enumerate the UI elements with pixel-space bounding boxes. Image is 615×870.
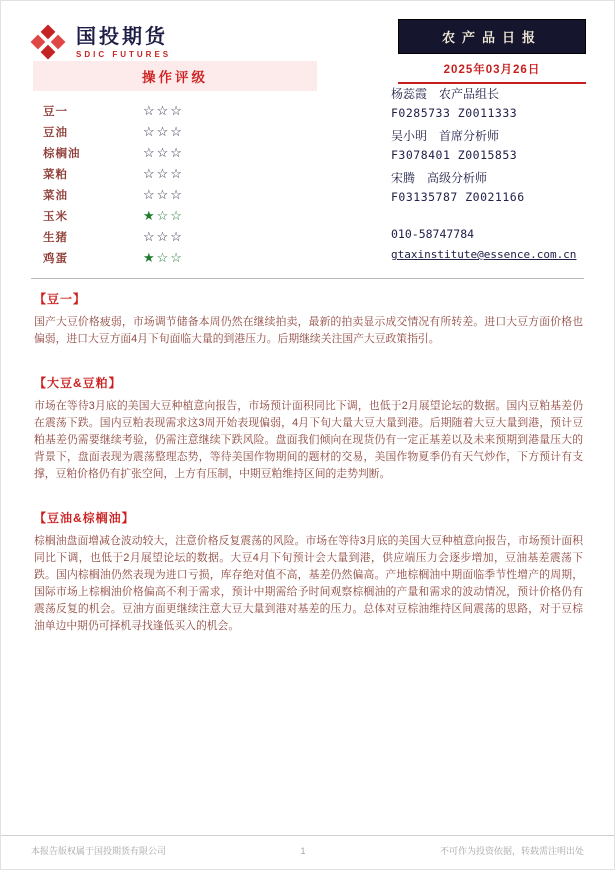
stars-empty: ☆☆☆ xyxy=(143,187,184,202)
analyst-title: 首席分析师 xyxy=(439,129,500,143)
analyst-line xyxy=(391,127,596,148)
rating-rows xyxy=(33,91,317,268)
section-body: 国产大豆价格疲弱，市场调节储备本周仍然在继续拍卖，最新的拍卖显示成交情况有所转差。进口大豆方面价格也偏弱，进口大豆方面4月下旬面临大量的到港压力。后期继续关注国产大豆政策指引。 xyxy=(34,316,583,345)
rating-item-name: 豆一 xyxy=(43,105,68,118)
stars-empty: ☆☆ xyxy=(156,208,184,223)
section-title: 【大豆&豆粕】 xyxy=(34,376,122,390)
rating-stars xyxy=(143,167,184,180)
rating-stars xyxy=(143,146,184,159)
section-body: 棕榈油盘面增减仓波动较大，注意价格反复震荡的风险。市场在等待3月底的美国大豆种植意向报告，市场预计面积同比下调，也低于2月展望论坛的数据。大豆4月下旬预计会大量到港，供应端压力会逐步增加，豆油基差震荡下跌。国内棕榈油仍然表现为进口亏损，库存绝对值不高，基差仍然偏高。产地棕榈油中期面临季节性增产的周期，国际市场上棕榈油价格偏高不利于需求，预计中期需给予时间观察棕榈油的产量和需求的波动情况，预计价格仍有震荡反复的机会。豆油方面更继续注意大豆大量到港对基差的压力。总体对豆棕油维持区间震荡的思路，对于豆棕油单边中期仍可择机寻找逢低买入的机会。 xyxy=(34,535,583,632)
section-dadou-doupo xyxy=(34,374,583,483)
page-footer xyxy=(1,835,614,857)
rating-row xyxy=(43,100,311,121)
rating-stars xyxy=(143,104,184,117)
rating-stars xyxy=(143,251,184,264)
report-type-banner: 农产品日报 xyxy=(398,19,586,54)
analyst-name: 杨蕊霞 xyxy=(391,87,428,101)
rating-row xyxy=(43,121,311,142)
rating-row xyxy=(43,226,311,247)
section-douyi xyxy=(34,290,583,348)
rating-panel xyxy=(33,61,317,268)
rating-row xyxy=(43,142,311,163)
rating-row xyxy=(43,163,311,184)
rating-item-name: 菜油 xyxy=(43,189,68,202)
report-head xyxy=(398,19,586,84)
analyst-reg-number: F03135787 Z0021166 xyxy=(391,190,525,204)
analyst-name: 吴小明 xyxy=(391,129,428,143)
rating-stars xyxy=(143,209,184,222)
section-douyou-zonglvyou xyxy=(34,509,583,635)
stars-empty: ☆☆☆ xyxy=(143,166,184,181)
analyst-title: 农产品组长 xyxy=(439,87,500,101)
rating-stars xyxy=(143,125,184,138)
rating-title: 操作评级 xyxy=(33,61,317,91)
footer-copyright: 本报告版权属于国投期货有限公司 xyxy=(31,846,167,856)
contact-phone: 010-58747784 xyxy=(391,227,475,241)
section-title: 【豆一】 xyxy=(34,292,87,306)
report-content xyxy=(34,290,583,661)
analyst-name: 宋腾 xyxy=(391,171,416,185)
stars-empty: ☆☆☆ xyxy=(143,145,184,160)
stars-empty: ☆☆ xyxy=(156,250,184,265)
analyst-title: 高级分析师 xyxy=(427,171,488,185)
stars-empty: ☆☆☆ xyxy=(143,124,184,139)
rating-row xyxy=(43,205,311,226)
rating-item-name: 玉米 xyxy=(43,210,68,223)
header-divider xyxy=(31,278,584,279)
report-date: 2025年03月26日 xyxy=(398,54,586,84)
rating-row xyxy=(43,247,311,268)
stars-filled: ★ xyxy=(143,250,157,265)
analyst-panel xyxy=(391,85,596,269)
stars-filled: ★ xyxy=(143,208,157,223)
footer-disclaimer: 不可作为投资依据，转载需注明出处 xyxy=(439,846,584,856)
brand-text xyxy=(76,26,171,59)
rating-item-name: 鸡蛋 xyxy=(43,252,68,265)
analyst-reg-number: F0285733 Z0011333 xyxy=(391,106,518,120)
stars-empty: ☆☆☆ xyxy=(143,103,184,118)
stars-empty: ☆☆☆ xyxy=(143,229,184,244)
section-body: 市场在等待3月底的美国大豆种植意向报告，市场预计面积同比下调，也低于2月展望论坛的数据。国内豆粕基差仍在震荡下跌。国内豆粕表现需求这3周开始表现偏弱，4月下旬大量大豆大量到港。后期随着大豆大量到港，预计豆粕基差仍需要继续考验，仍需注意继续下跌风险。盘面我们倾向在现货仍有一定正基差以及未来预期到港量压大的背景下，盘面表现为震荡整理态势，等待美国作物期间的题材的交易，美国作物夏季仍有天气炒作，下方预计有支撑，豆粕价格仍有扩张空间，上方有压制，中期豆粕维持区间的走势判断。 xyxy=(34,400,583,480)
rating-item-name: 棕榈油 xyxy=(43,147,81,160)
rating-row xyxy=(43,184,311,205)
sdic-logo-icon xyxy=(29,23,67,61)
brand-name-en: SDIC FUTURES xyxy=(76,49,172,59)
brand-logo xyxy=(29,23,171,61)
footer-page-number: 1 xyxy=(300,845,306,856)
contact-email-link[interactable]: gtaxinstitute@essence.com.cn xyxy=(391,248,577,261)
analyst-reg-number: F3078401 Z0015853 xyxy=(391,148,518,162)
rating-item-name: 菜粕 xyxy=(43,168,68,181)
brand-name-cn: 国投期货 xyxy=(76,25,168,48)
rating-item-name: 生猪 xyxy=(43,231,68,244)
rating-stars xyxy=(143,230,184,243)
rating-stars xyxy=(143,188,184,201)
analyst-line xyxy=(391,169,596,190)
rating-item-name: 豆油 xyxy=(43,126,68,139)
section-title: 【豆油&棕榈油】 xyxy=(34,511,135,525)
analyst-line xyxy=(391,85,596,106)
